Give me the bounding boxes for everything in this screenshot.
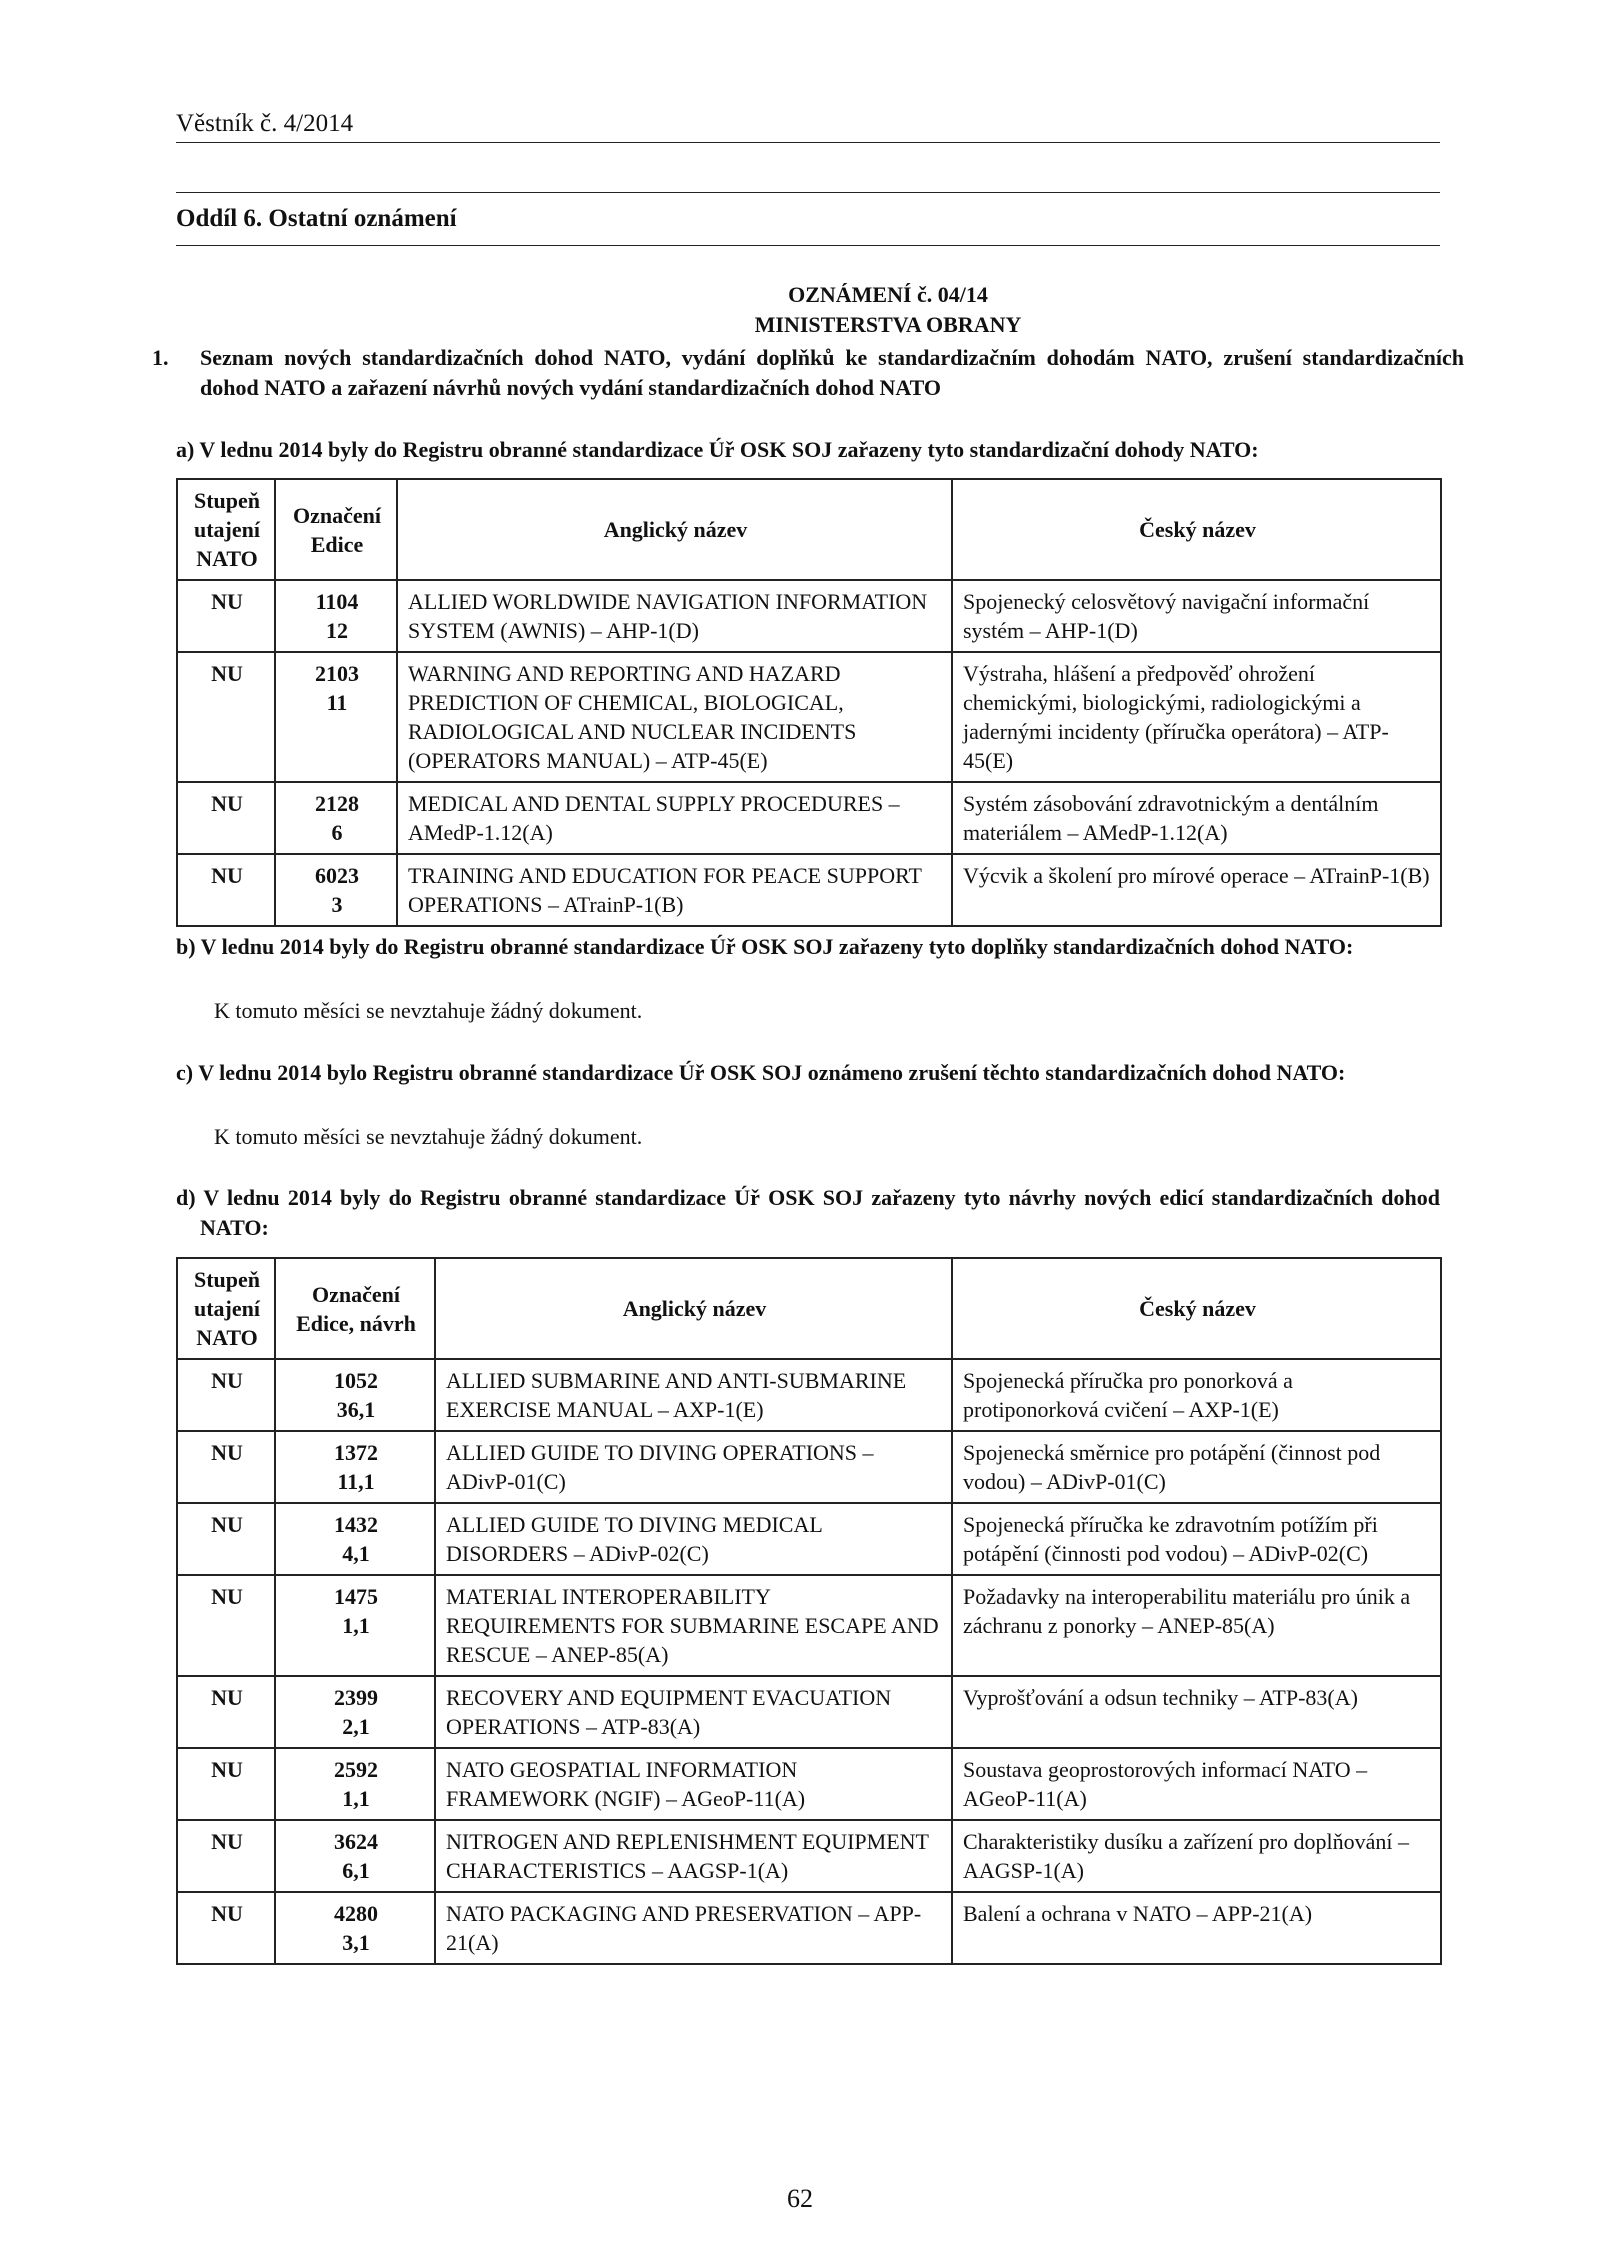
col-header-czech: Český název [952, 479, 1441, 580]
cell-english-title: NATO PACKAGING AND PRESERVATION – APP-21(A) [435, 1892, 952, 1964]
stanag-number: 2103 [315, 661, 359, 686]
col-header-czech: Český název [952, 1258, 1441, 1359]
table-row [177, 652, 1441, 782]
edition-number: 12 [326, 618, 348, 643]
edition-number: 2,1 [342, 1714, 370, 1739]
cell-classification: NU [177, 1431, 275, 1503]
cell-classification: NU [177, 1892, 275, 1964]
edition-number: 3 [331, 892, 343, 917]
stanag-number: 1104 [315, 589, 359, 614]
table-header-row [177, 1258, 1441, 1359]
note-b: K tomuto měsíci se nevztahuje žádný dokument. [214, 998, 643, 1023]
table-row [177, 854, 1441, 926]
stanag-number: 1432 [334, 1512, 378, 1537]
cell-designation [275, 1431, 435, 1503]
cell-english-title: TRAINING AND EDUCATION FOR PEACE SUPPORT OPERATIONS – ATrainP-1(B) [397, 854, 952, 926]
stanag-number: 1052 [334, 1368, 378, 1393]
cell-classification: NU [177, 580, 275, 652]
notice-title-line2: MINISTERSTVA OBRANY [754, 312, 1022, 337]
cell-classification: NU [177, 652, 275, 782]
cell-english-title: WARNING AND REPORTING AND HAZARD PREDICTION OF CHEMICAL, BIOLOGICAL, RADIOLOGICAL AND NUCLEAR INCIDENTS (OPERATORS MANUAL) – ATP-45(E) [397, 652, 952, 782]
table-row [177, 1676, 1441, 1748]
cell-english-title: MEDICAL AND DENTAL SUPPLY PROCEDURES – AMedP-1.12(A) [397, 782, 952, 854]
cell-czech-title: Vyprošťování a odsun techniky – ATP-83(A) [952, 1676, 1441, 1748]
cell-english-title: RECOVERY AND EQUIPMENT EVACUATION OPERATIONS – ATP-83(A) [435, 1676, 952, 1748]
paragraph-d: d) V lednu 2014 byly do Registru obranné standardizace Úř OSK SOJ zařazeny tyto návrhy nových edicí standardizačních dohod NATO: [176, 1185, 1440, 1240]
table-row [177, 1575, 1441, 1676]
cell-czech-title: Výstraha, hlášení a předpověď ohrožení chemickými, biologickými, radiologickými a jadernými incidenty (příručka operátora) – ATP-45(E) [952, 652, 1441, 782]
cell-designation [275, 1676, 435, 1748]
edition-number: 1,1 [342, 1786, 370, 1811]
stanag-number: 1372 [334, 1440, 378, 1465]
cell-classification: NU [177, 1676, 275, 1748]
cell-designation [275, 1575, 435, 1676]
cell-english-title: ALLIED SUBMARINE AND ANTI-SUBMARINE EXERCISE MANUAL – AXP-1(E) [435, 1359, 952, 1431]
cell-czech-title: Spojenecká směrnice pro potápění (činnost pod vodou) – ADivP-01(C) [952, 1431, 1441, 1503]
col-header-classification: Stupeň utajení NATO [177, 479, 275, 580]
item-1-heading [152, 343, 1464, 403]
edition-number: 11 [326, 690, 348, 715]
paragraph-c: c) V lednu 2014 bylo Registru obranné standardizace Úř OSK SOJ oznámeno zrušení těchto standardizačních dohod NATO: [176, 1060, 1346, 1085]
edition-number: 3,1 [342, 1930, 370, 1955]
cell-czech-title: Systém zásobování zdravotnickým a dentálním materiálem – AMedP-1.12(A) [952, 782, 1441, 854]
item-1-text: Seznam nových standardizačních dohod NATO, vydání doplňků ke standardizačním dohodám NATO, zrušení standardizačních dohod NATO a zařazení návrhů nových vydání standardizačních dohod NATO [200, 345, 1464, 400]
cell-designation [275, 782, 397, 854]
cell-czech-title: Soustava geoprostorových informací NATO – AGeoP-11(A) [952, 1748, 1441, 1820]
cell-czech-title: Charakteristiky dusíku a zařízení pro doplňování – AAGSP-1(A) [952, 1820, 1441, 1892]
item-1-number: 1. [152, 345, 169, 370]
table-row [177, 1431, 1441, 1503]
cell-classification: NU [177, 1575, 275, 1676]
edition-number: 11,1 [337, 1469, 375, 1494]
cell-classification: NU [177, 1503, 275, 1575]
edition-number: 1,1 [342, 1613, 370, 1638]
cell-czech-title: Požadavky na interoperabilitu materiálu pro únik a záchranu z ponorky – ANEP-85(A) [952, 1575, 1441, 1676]
table-draft-editions [176, 1257, 1442, 1965]
stanag-number: 3624 [334, 1829, 378, 1854]
cell-czech-title: Výcvik a školení pro mírové operace – ATrainP-1(B) [952, 854, 1441, 926]
paragraph-a: a) V lednu 2014 byly do Registru obranné standardizace Úř OSK SOJ zařazeny tyto standardizační dohody NATO: [176, 437, 1259, 462]
cell-designation [275, 1359, 435, 1431]
edition-number: 36,1 [336, 1397, 376, 1422]
table-row [177, 1892, 1441, 1964]
edition-number: 4,1 [342, 1541, 370, 1566]
cell-english-title: ALLIED GUIDE TO DIVING MEDICAL DISORDERS – ADivP-02(C) [435, 1503, 952, 1575]
cell-designation [275, 580, 397, 652]
cell-designation [275, 854, 397, 926]
col-header-code: Označení Edice, návrh [275, 1258, 435, 1359]
cell-english-title: NATO GEOSPATIAL INFORMATION FRAMEWORK (NGIF) – AGeoP-11(A) [435, 1748, 952, 1820]
table-row [177, 782, 1441, 854]
table-row [177, 1359, 1441, 1431]
stanag-number: 4280 [334, 1901, 378, 1926]
stanag-number: 2128 [315, 791, 359, 816]
col-header-english: Anglický název [435, 1258, 952, 1359]
stanag-number: 1475 [334, 1584, 378, 1609]
paragraph-b: b) V lednu 2014 byly do Registru obranné standardizace Úř OSK SOJ zařazeny tyto doplňky standardizačních dohod NATO: [176, 934, 1354, 959]
cell-classification: NU [177, 1820, 275, 1892]
cell-czech-title: Spojenecká příručka ke zdravotním potížím při potápění (činnosti pod vodou) – ADivP-02(C) [952, 1503, 1441, 1575]
cell-designation [275, 1748, 435, 1820]
edition-number: 6 [331, 820, 343, 845]
table-row [177, 580, 1441, 652]
notice-title [176, 280, 1440, 340]
running-header: Věstník č. 4/2014 [176, 110, 1440, 143]
note-c: K tomuto měsíci se nevztahuje žádný dokument. [214, 1124, 643, 1149]
col-header-code: Označení Edice [275, 479, 397, 580]
table-row [177, 1748, 1441, 1820]
col-header-classification: Stupeň utajení NATO [177, 1258, 275, 1359]
cell-classification: NU [177, 1359, 275, 1431]
section-title: Oddíl 6. Ostatní oznámení [176, 192, 1440, 246]
cell-classification: NU [177, 854, 275, 926]
cell-english-title: ALLIED GUIDE TO DIVING OPERATIONS – ADivP-01(C) [435, 1431, 952, 1503]
table-row [177, 1503, 1441, 1575]
cell-designation [275, 652, 397, 782]
notice-title-line1: OZNÁMENÍ č. 04/14 [788, 282, 988, 307]
cell-designation [275, 1503, 435, 1575]
stanag-number: 6023 [315, 863, 359, 888]
col-header-english: Anglický název [397, 479, 952, 580]
cell-classification: NU [177, 1748, 275, 1820]
cell-english-title: ALLIED WORLDWIDE NAVIGATION INFORMATION SYSTEM (AWNIS) – AHP-1(D) [397, 580, 952, 652]
cell-classification: NU [177, 782, 275, 854]
cell-czech-title: Spojenecká příručka pro ponorková a protiponorková cvičení – AXP-1(E) [952, 1359, 1441, 1431]
cell-english-title: MATERIAL INTEROPERABILITY REQUIREMENTS FOR SUBMARINE ESCAPE AND RESCUE – ANEP-85(A) [435, 1575, 952, 1676]
cell-english-title: NITROGEN AND REPLENISHMENT EQUIPMENT CHARACTERISTICS – AAGSP-1(A) [435, 1820, 952, 1892]
edition-number: 6,1 [342, 1858, 370, 1883]
table-header-row [177, 479, 1441, 580]
table-row [177, 1820, 1441, 1892]
stanag-number: 2399 [334, 1685, 378, 1710]
stanag-number: 2592 [334, 1757, 378, 1782]
page-number: 62 [787, 2184, 813, 2213]
table-new-stanags [176, 478, 1442, 927]
cell-czech-title: Spojenecký celosvětový navigační informační systém – AHP-1(D) [952, 580, 1441, 652]
cell-designation [275, 1892, 435, 1964]
cell-designation [275, 1820, 435, 1892]
cell-czech-title: Balení a ochrana v NATO – APP-21(A) [952, 1892, 1441, 1964]
